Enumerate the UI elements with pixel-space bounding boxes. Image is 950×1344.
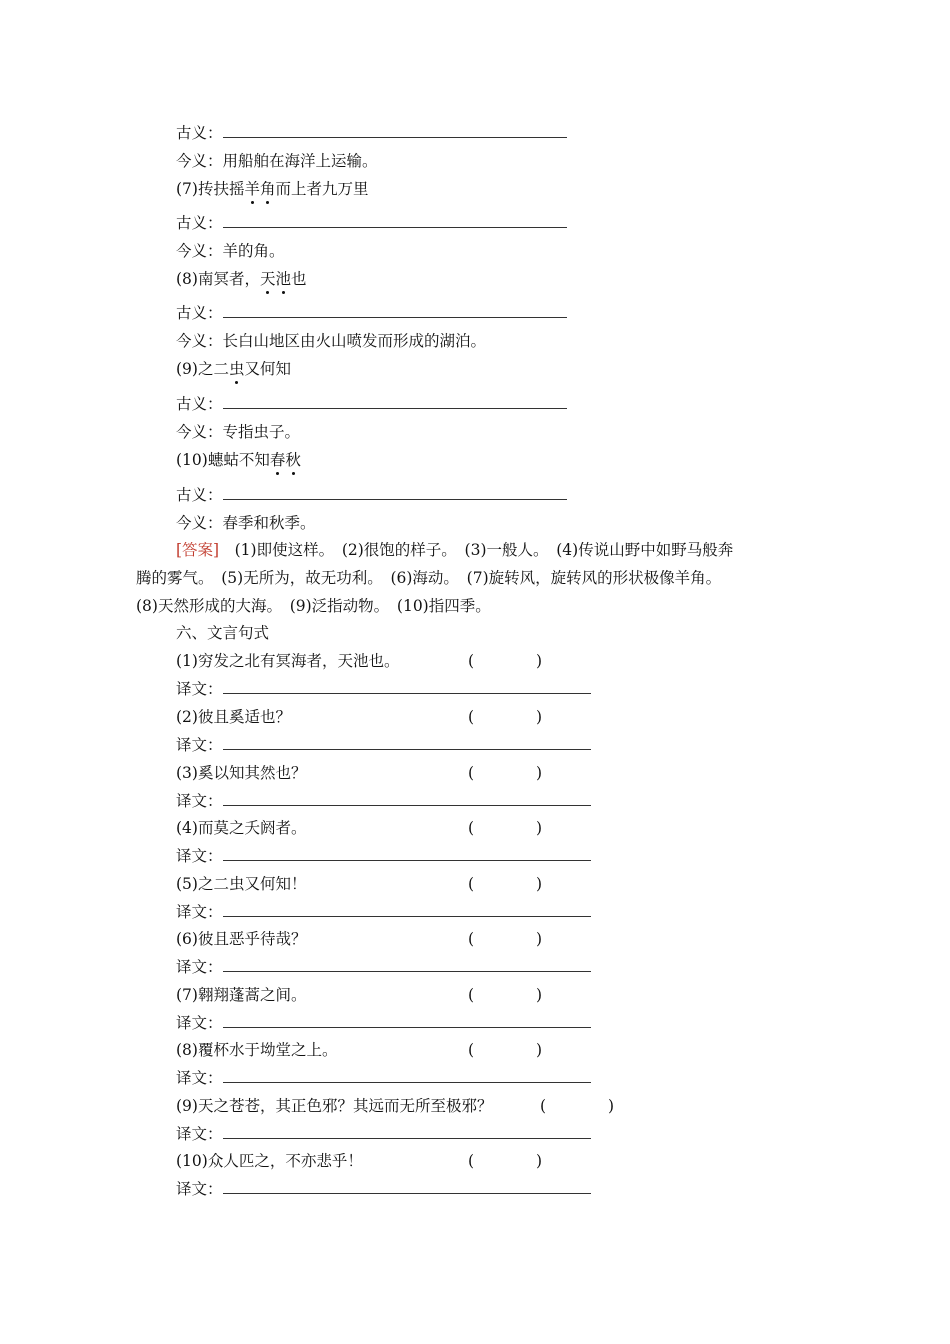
translate-blank[interactable] <box>223 1068 591 1083</box>
jin-line: 今义：专指虫子。 <box>176 423 301 441</box>
answer-paren[interactable]: ( ) <box>468 764 543 782</box>
translate-line <box>176 679 591 699</box>
answer-paren[interactable]: ( ) <box>468 875 543 893</box>
translate-blank[interactable] <box>223 957 591 972</box>
gu-label: 古义： <box>176 395 223 413</box>
gu-label: 古义： <box>176 304 223 322</box>
translate-label: 译文： <box>176 958 223 976</box>
answer-paren[interactable]: ( ) <box>468 1152 543 1170</box>
sentence-item: (7)翱翔蓬蒿之间。 <box>176 986 307 1004</box>
answer-paren[interactable]: ( ) <box>468 1041 543 1059</box>
sentence-item: (6)彼且恶乎待哉？ <box>176 930 307 948</box>
gloss-heading <box>176 269 307 289</box>
heading-text: (8)南冥者， <box>176 270 260 288</box>
translate-blank[interactable] <box>223 1013 591 1028</box>
heading-text: 又何知 <box>244 360 291 378</box>
answer-text: (1)即使这样。 (2)很饱的样子。 (3)一般人。 (4)传说山野中如野马般奔 <box>234 541 734 559</box>
sentence-item: (2)彼且奚适也？ <box>176 708 291 726</box>
translate-label: 译文： <box>176 1125 223 1143</box>
translate-blank[interactable] <box>223 902 591 917</box>
answer-blank[interactable] <box>223 213 567 228</box>
translate-line <box>176 957 591 977</box>
gu-label: 古义： <box>176 486 223 504</box>
heading-text: 而上者九万里 <box>275 180 369 198</box>
answer-paren[interactable]: ( ) <box>468 708 543 726</box>
gu-line <box>176 213 567 233</box>
jin-line: 今义：羊的角。 <box>176 242 285 260</box>
emphasis-char: 羊 <box>244 180 260 198</box>
translate-label: 译文： <box>176 903 223 921</box>
translate-line <box>176 846 591 866</box>
emphasis-char: 秋 <box>285 451 301 469</box>
gu-line <box>176 485 567 505</box>
answer-blank[interactable] <box>223 394 567 409</box>
translate-label: 译文： <box>176 792 223 810</box>
sentence-item: (5)之二虫又何知！ <box>176 875 307 893</box>
answer-blank[interactable] <box>223 303 567 318</box>
translate-blank[interactable] <box>223 735 591 750</box>
sentence-item: (10)众人匹之，不亦悲乎！ <box>176 1152 363 1170</box>
answer-tag: [答案] <box>176 541 220 559</box>
translate-line <box>176 735 591 755</box>
section-title: 六、文言句式 <box>176 624 270 642</box>
answer-paren[interactable]: ( ) <box>468 819 543 837</box>
translate-line <box>176 1124 591 1144</box>
translate-blank[interactable] <box>223 846 591 861</box>
heading-text: 也 <box>291 270 307 288</box>
answer-line: 腾的雾气。 (5)无所为，故无功利。 (6)海动。 (7)旋转风，旋转风的形状极像羊角。 <box>136 569 722 587</box>
answer-paren[interactable]: ( ) <box>540 1097 615 1115</box>
emphasis-char: 池 <box>275 270 291 288</box>
jin-line: 今义：春季和秋季。 <box>176 514 316 532</box>
translate-label: 译文： <box>176 736 223 754</box>
heading-text: (10)蟪蛄不知 <box>176 451 270 469</box>
jin-line: 今义：长白山地区由火山喷发而形成的湖泊。 <box>176 332 487 350</box>
sentence-item: (9)天之苍苍，其正色邪？其远而无所至极邪？ <box>176 1097 493 1115</box>
heading-text: (7)抟扶摇 <box>176 180 245 198</box>
sentence-item: (1)穷发之北有冥海者，天池也。 <box>176 652 400 670</box>
translate-blank[interactable] <box>223 1124 591 1139</box>
emphasis-char: 角 <box>259 180 276 198</box>
translate-label: 译文： <box>176 1014 223 1032</box>
translate-label: 译文： <box>176 680 223 698</box>
answer-paren[interactable]: ( ) <box>468 986 543 1004</box>
answer-blank[interactable] <box>223 123 567 138</box>
jin-line: 今义：用船舶在海洋上运输。 <box>176 152 378 170</box>
gu-label: 古义： <box>176 124 223 142</box>
sentence-item: (8)覆杯水于坳堂之上。 <box>176 1041 338 1059</box>
translate-label: 译文： <box>176 847 223 865</box>
gu-line <box>176 303 567 323</box>
sentence-item: (4)而莫之夭阏者。 <box>176 819 307 837</box>
gu-label: 古义： <box>176 214 223 232</box>
emphasis-char: 虫 <box>228 360 245 378</box>
answer-line <box>176 536 866 564</box>
translate-line <box>176 902 591 922</box>
translate-blank[interactable] <box>223 1179 591 1194</box>
emphasis-char: 天 <box>259 270 276 288</box>
translate-line <box>176 1013 591 1033</box>
gu-line <box>176 394 567 414</box>
translate-line <box>176 1068 591 1088</box>
answer-line: (8)天然形成的大海。 (9)泛指动物。 (10)指四季。 <box>136 597 491 615</box>
gloss-heading <box>176 450 301 470</box>
answer-paren[interactable]: ( ) <box>468 652 543 670</box>
translate-blank[interactable] <box>223 679 591 694</box>
translate-label: 译文： <box>176 1069 223 1087</box>
translate-line <box>176 791 591 811</box>
heading-text: (9)之二 <box>176 360 229 378</box>
gu-line <box>176 123 567 143</box>
translate-blank[interactable] <box>223 791 591 806</box>
gloss-heading <box>176 179 369 199</box>
gloss-heading <box>176 359 291 379</box>
answer-blank[interactable] <box>223 485 567 500</box>
emphasis-char: 春 <box>269 451 286 469</box>
translate-line <box>176 1179 591 1199</box>
sentence-item: (3)奚以知其然也？ <box>176 764 307 782</box>
translate-label: 译文： <box>176 1180 223 1198</box>
answer-paren[interactable]: ( ) <box>468 930 543 948</box>
